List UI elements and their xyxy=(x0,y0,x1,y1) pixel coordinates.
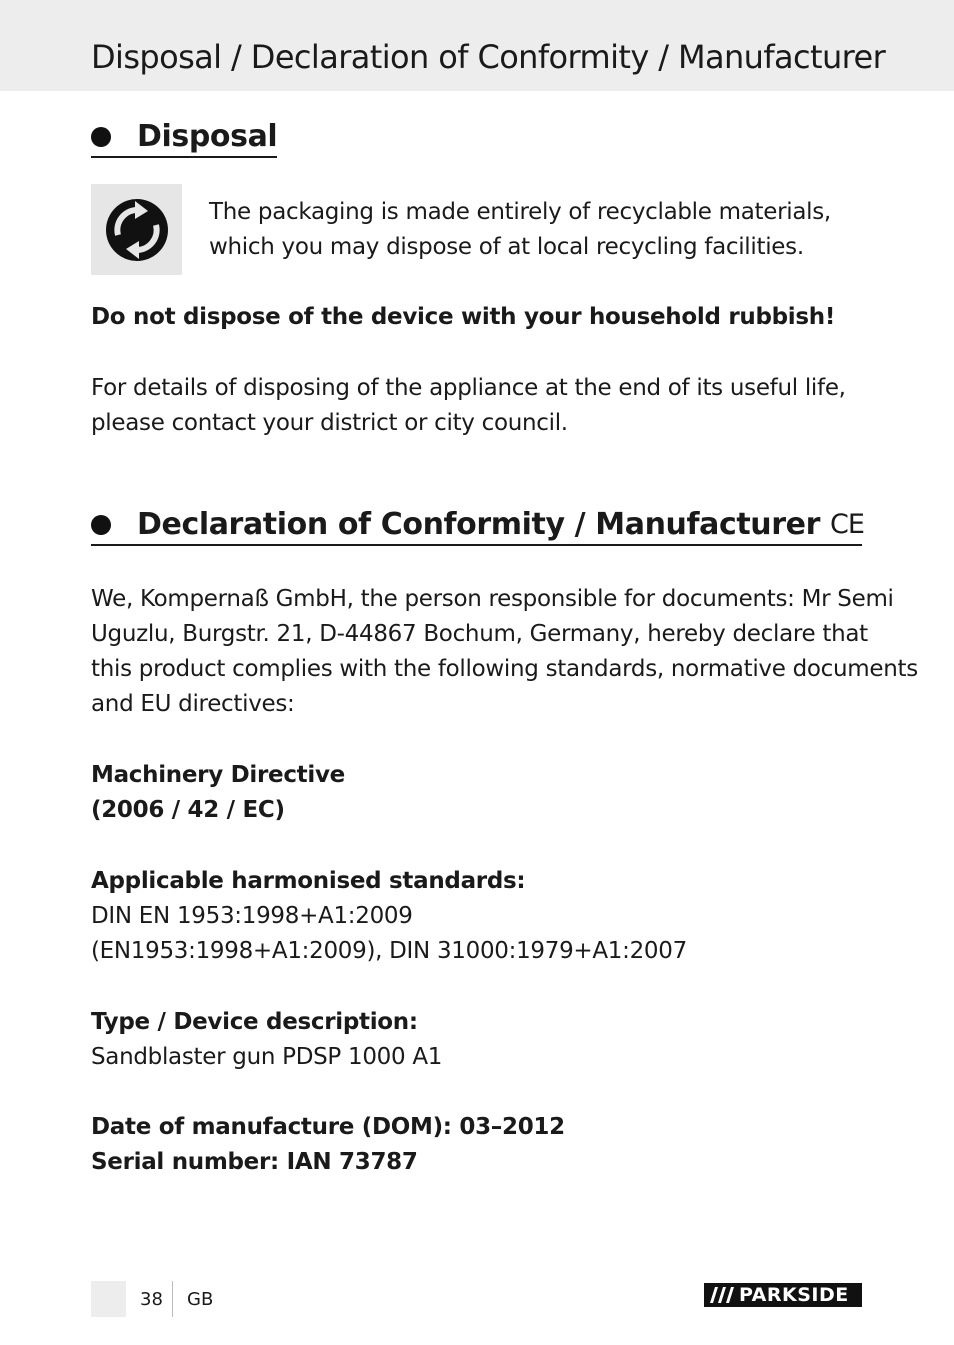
packaging-text-line-1: The packaging is made entirely of recyclable materials, xyxy=(209,199,831,225)
language-code: GB xyxy=(187,1289,214,1310)
disposal-heading xyxy=(91,119,277,158)
disposal-details-line-1: For details of disposing of the appliance at the end of its useful life, xyxy=(91,375,846,401)
disposal-details-line-2: please contact your district or city council. xyxy=(91,410,568,436)
bullet-icon xyxy=(91,127,111,147)
declaration-intro-line-2: Uguzlu, Burgstr. 21, D-44867 Bochum, Germany, hereby declare that xyxy=(91,621,868,647)
directive-number: (2006 / 42 / EC) xyxy=(91,797,285,823)
serial-number: Serial number: IAN 73787 xyxy=(91,1149,418,1175)
standards-line-1: DIN EN 1953:1998+A1:2009 xyxy=(91,903,413,929)
declaration-intro-line-3: this product complies with the following standards, normative documents xyxy=(91,656,918,682)
ce-mark-icon: CE xyxy=(830,509,864,540)
disposal-warning: Do not dispose of the device with your household rubbish! xyxy=(91,304,836,330)
declaration-intro-line-1: We, Kompernaß GmbH, the person responsible for documents: Mr Semi xyxy=(91,586,894,612)
recycling-green-dot-icon xyxy=(104,197,170,263)
footer-divider xyxy=(172,1281,173,1317)
recycling-symbol xyxy=(91,184,182,275)
page-number: 38 xyxy=(140,1289,163,1310)
packaging-text-line-2: which you may dispose of at local recycling facilities. xyxy=(209,234,804,260)
declaration-heading-text: Declaration of Conformity / Manufacturer xyxy=(137,507,820,542)
date-of-manufacture: Date of manufacture (DOM): 03–2012 xyxy=(91,1114,565,1140)
type-value: Sandblaster gun PDSP 1000 A1 xyxy=(91,1044,443,1070)
disposal-heading-text: Disposal xyxy=(137,119,278,154)
bullet-icon xyxy=(91,515,111,535)
type-label: Type / Device description: xyxy=(91,1009,418,1035)
standards-line-2: (EN1953:1998+A1:2009), DIN 31000:1979+A1:2007 xyxy=(91,938,687,964)
page-title: Disposal / Declaration of Conformity / Manufacturer xyxy=(91,38,886,76)
brand-name: PARKSIDE xyxy=(739,1284,849,1306)
brand-logo xyxy=(704,1283,862,1307)
declaration-intro-line-4: and EU directives: xyxy=(91,691,295,717)
declaration-heading xyxy=(91,507,862,546)
standards-label: Applicable harmonised standards: xyxy=(91,868,526,894)
directive-name: Machinery Directive xyxy=(91,762,345,788)
footer-box xyxy=(91,1281,126,1317)
brand-stripes-icon xyxy=(704,1283,740,1307)
